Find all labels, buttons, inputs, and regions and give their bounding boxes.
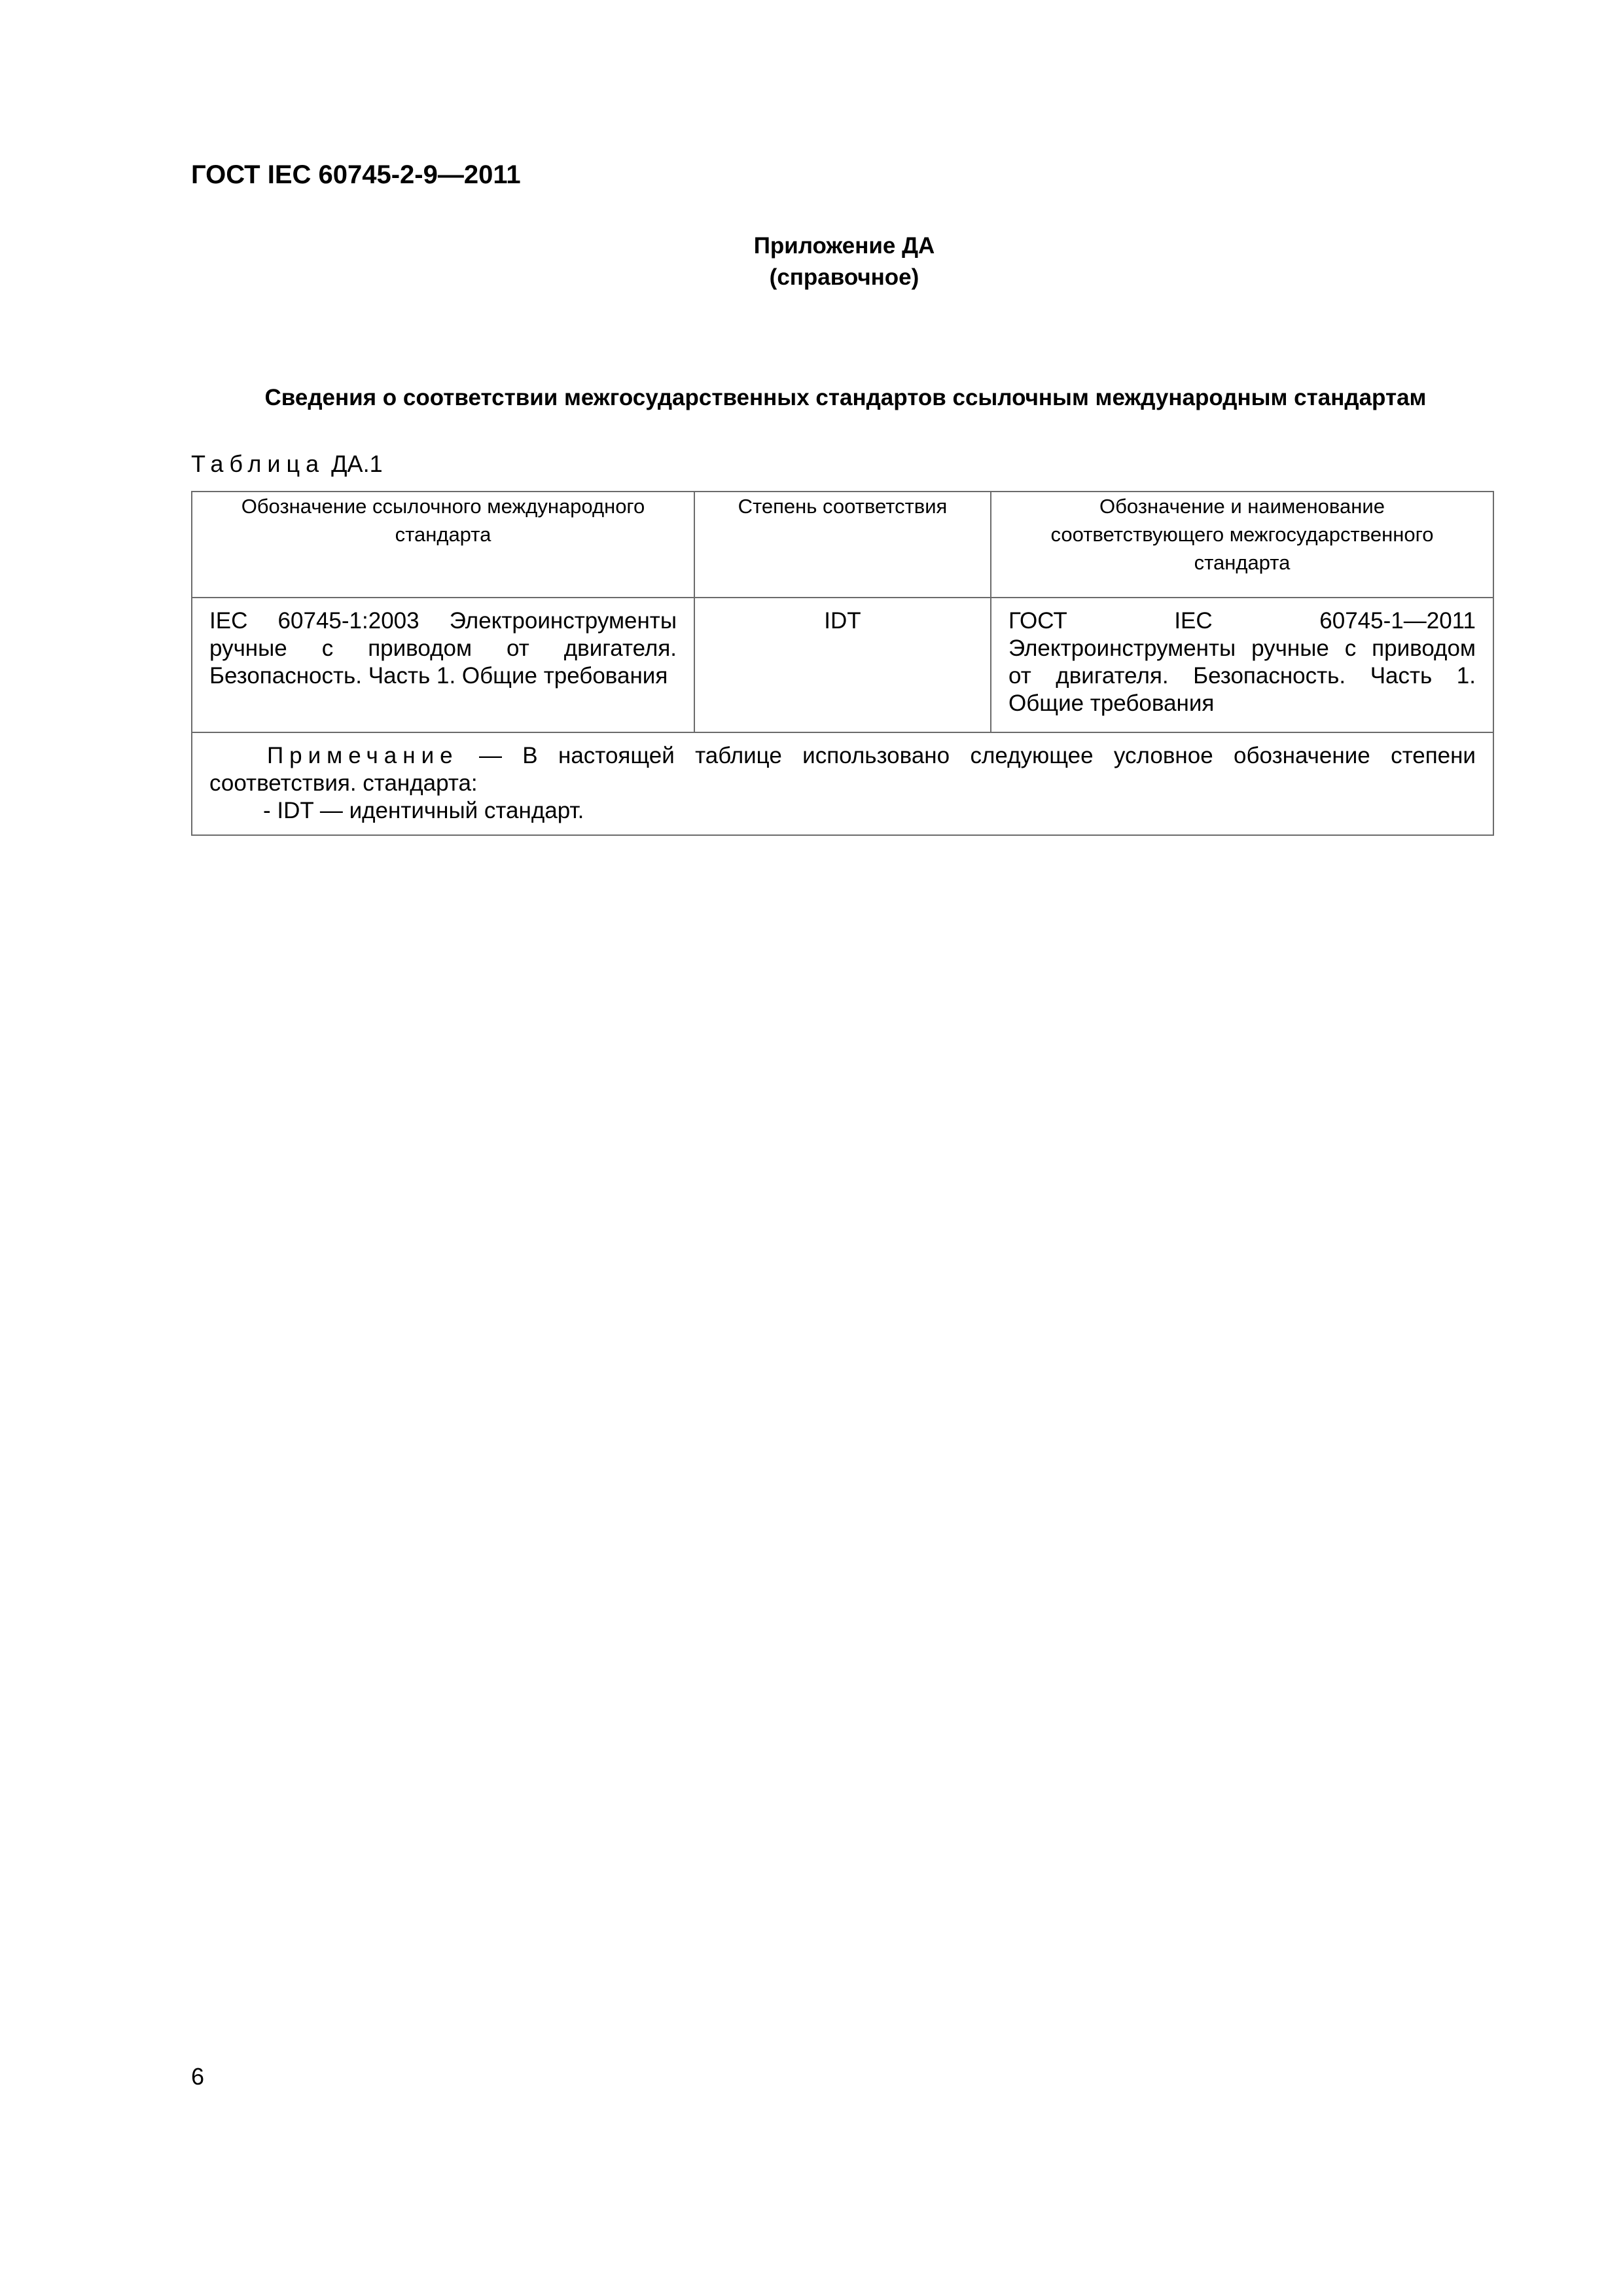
cell-international-standard: IEC 60745-1:2003 Электроинструменты ручные с приводом от двигателя. Безопасность. Часть 1. Общие требования: [192, 598, 694, 732]
table-note-row: [192, 732, 1493, 835]
section-heading: Сведения о соответствии межгосударственных стандартов ссылочным международным стандартам: [264, 385, 1427, 410]
table-note: [192, 732, 1493, 835]
table-label-number: ДА.1: [331, 450, 383, 477]
correspondence-table: [191, 491, 1494, 836]
note-text: [209, 742, 1476, 797]
header-cell-international: Обозначение ссылочного международного стандарта: [192, 492, 694, 598]
table-header-row: [192, 492, 1493, 598]
annex-subtitle: (справочное): [769, 264, 919, 290]
table-row: [192, 598, 1493, 732]
header-cell-degree: Степень соответствия: [694, 492, 991, 598]
table-label-word: Таблица: [191, 450, 325, 477]
cell-degree: IDT: [694, 598, 991, 732]
annex-title: Приложение ДА: [753, 233, 935, 259]
note-body: — В настоящей таблице использовано следующее условное обозначение степени соответствия. стандарта:: [209, 743, 1476, 796]
note-label: Примечание: [267, 743, 459, 768]
note-item: - IDT — идентичный стандарт.: [263, 798, 584, 823]
header-cell-interstate: Обозначение и наименование соответствующего межгосударственного стандарта: [991, 492, 1493, 598]
table-label: [191, 450, 383, 478]
page-number: 6: [191, 2063, 205, 2090]
document-code: ГОСТ IEC 60745-2-9—2011: [191, 160, 521, 189]
cell-interstate-standard: ГОСТ IEC 60745-1—2011 Электроинструменты ручные с приводом от двигателя. Безопасность. Часть 1. Общие требования: [991, 598, 1493, 732]
